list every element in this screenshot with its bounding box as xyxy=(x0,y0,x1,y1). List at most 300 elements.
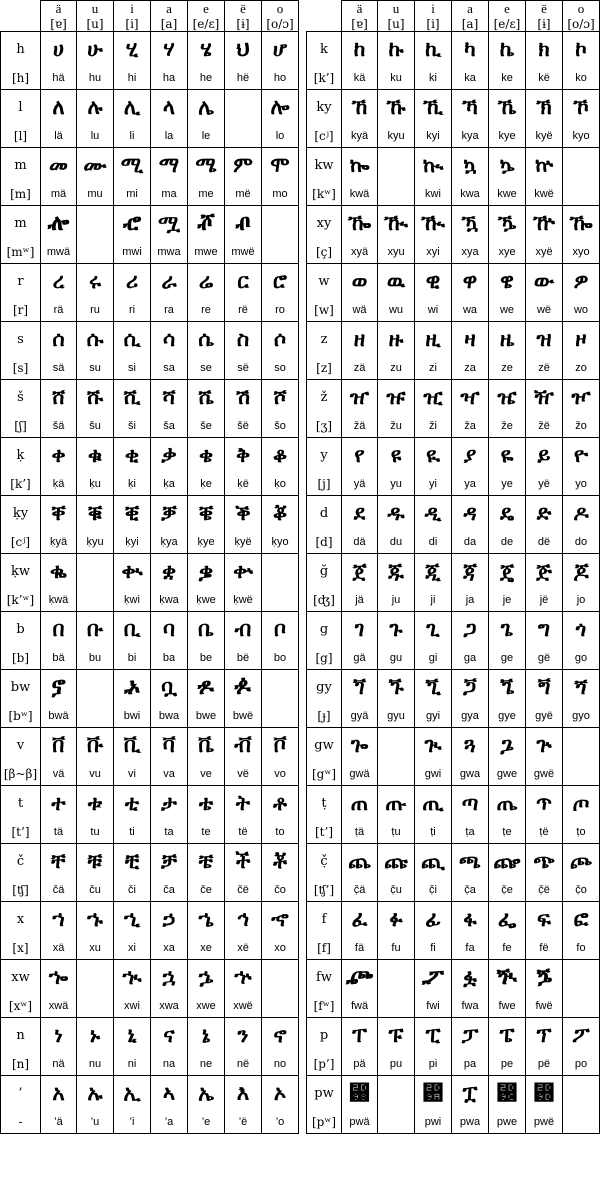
ethiopic-glyph: ህ xyxy=(225,32,262,67)
ethiopic-glyph: ኀ xyxy=(41,902,77,937)
syllable-romanization-row xyxy=(1,646,299,670)
vowel-ipa: [e/ɛ] xyxy=(493,17,521,31)
ethiopic-glyph: ቄ xyxy=(188,438,225,473)
romanization: kyo xyxy=(563,124,600,148)
romanization: fwä xyxy=(342,994,378,1018)
romanization: me xyxy=(188,182,225,206)
ethiopic-glyph: ቁ xyxy=(77,438,114,473)
vowel-ipa: [u] xyxy=(387,17,405,31)
romanization: ma xyxy=(151,182,188,206)
ethiopic-glyph: ጮ xyxy=(563,844,600,879)
ethiopic-glyph: ር xyxy=(225,264,262,299)
romanization: ga xyxy=(452,646,489,670)
romanization: rë xyxy=(225,298,262,322)
syllable-glyph-row xyxy=(307,728,600,763)
consonant-ipa: [z] xyxy=(307,356,342,380)
syllable-romanization-row xyxy=(307,472,600,496)
ethiopic-glyph: ጝ xyxy=(526,670,563,705)
romanization: kwe xyxy=(489,182,526,206)
romanization: pwä xyxy=(342,1110,378,1134)
ethiopic-glyph: ቶ xyxy=(262,786,299,821)
ethiopic-glyph: ጆ xyxy=(563,554,600,589)
romanization: ’o xyxy=(262,1110,299,1134)
syllable-glyph-row xyxy=(307,844,600,879)
romanization: xo xyxy=(262,936,299,960)
vowel-letter: ë xyxy=(240,1,246,16)
ethiopic-glyph: ከ xyxy=(342,32,378,67)
left-syllabary-table xyxy=(0,0,299,1134)
romanization: tä xyxy=(41,820,77,844)
ethiopic-glyph: ቲ xyxy=(114,786,151,821)
ethiopic-glyph: ዀ xyxy=(342,206,378,241)
consonant-name: š xyxy=(1,380,41,415)
ethiopic-glyph: ዥ xyxy=(526,380,563,415)
syllable-glyph-row xyxy=(1,206,299,241)
syllable-glyph-row xyxy=(1,438,299,473)
ethiopic-glyph: ጦ xyxy=(563,786,600,821)
ethiopic-glyph: ዋ xyxy=(452,264,489,299)
ethiopic-glyph: ቾ xyxy=(262,844,299,879)
romanization: ša xyxy=(151,414,188,438)
ethiopic-glyph: ኤ xyxy=(188,1076,225,1111)
ethiopic-glyph: ሳ xyxy=(151,322,188,357)
ethiopic-glyph: ⶘ xyxy=(342,1076,378,1111)
romanization: ču xyxy=(77,878,114,902)
ethiopic-glyph: ብ xyxy=(225,612,262,647)
ethiopic-glyph: ኴ xyxy=(489,148,526,183)
consonant-name: č̣ xyxy=(307,844,342,879)
ethiopic-glyph: ፌ xyxy=(489,902,526,937)
ethiopic-glyph xyxy=(262,554,299,589)
ethiopic-glyph: ⶒ xyxy=(415,960,452,995)
ethiopic-glyph: ሾ xyxy=(262,380,299,415)
romanization xyxy=(262,704,299,728)
romanization: čo xyxy=(262,878,299,902)
ethiopic-glyph: በ xyxy=(41,612,77,647)
consonant-ipa: [cʲ] xyxy=(1,530,41,554)
romanization: yi xyxy=(415,472,452,496)
vowel-header-cell xyxy=(77,1,114,32)
ethiopic-glyph: ቆ xyxy=(262,438,299,473)
ethiopic-glyph: ሩ xyxy=(77,264,114,299)
ethiopic-glyph: ⶝ xyxy=(526,1076,563,1111)
vowel-letter: i xyxy=(431,1,435,16)
ethiopic-glyph: ፏ xyxy=(452,960,489,995)
romanization: ti xyxy=(114,820,151,844)
romanization: pi xyxy=(415,1052,452,1076)
consonant-ipa: [kʷ] xyxy=(307,182,342,206)
vowel-header-cell xyxy=(526,1,563,32)
romanization: fo xyxy=(563,936,600,960)
syllable-glyph-row xyxy=(1,786,299,821)
ethiopic-glyph: ቮ xyxy=(262,728,299,763)
ethiopic-glyph: ኡ xyxy=(77,1076,114,1111)
vowel-letter: e xyxy=(203,1,209,16)
romanization: ju xyxy=(378,588,415,612)
vowel-letter: u xyxy=(91,1,99,16)
romanization: gyë xyxy=(526,704,563,728)
ethiopic-glyph: ⶐ xyxy=(342,960,378,995)
consonant-name: ḳy xyxy=(1,496,41,531)
romanization: kä xyxy=(342,66,378,90)
syllable-romanization-row xyxy=(307,414,600,438)
romanization: no xyxy=(262,1052,299,1076)
romanization: te xyxy=(188,820,225,844)
romanization: hä xyxy=(41,66,77,90)
consonant-name: gw xyxy=(307,728,342,763)
romanization: č̣i xyxy=(415,878,452,902)
romanization: žë xyxy=(526,414,563,438)
romanization: ru xyxy=(77,298,114,322)
syllable-glyph-row xyxy=(1,90,299,125)
ethiopic-glyph: ⶌ xyxy=(188,670,225,705)
consonant-name: g xyxy=(307,612,342,647)
romanization: ḳwi xyxy=(114,588,151,612)
romanization: xwë xyxy=(225,994,262,1018)
ethiopic-glyph: ኈ xyxy=(41,960,77,995)
syllable-romanization-row xyxy=(307,820,600,844)
romanization xyxy=(225,124,262,148)
ethiopic-glyph: ሱ xyxy=(77,322,114,357)
ethiopic-glyph: ቢ xyxy=(114,612,151,647)
romanization: fu xyxy=(378,936,415,960)
ethiopic-glyph: ች xyxy=(225,844,262,879)
ethiopic-glyph: ⶀ xyxy=(41,206,77,241)
romanization: žo xyxy=(563,414,600,438)
romanization: č̣o xyxy=(563,878,600,902)
romanization: ḳo xyxy=(262,472,299,496)
ethiopic-glyph: ኆ xyxy=(262,902,299,937)
romanization: hë xyxy=(225,66,262,90)
ethiopic-glyph: ፈ xyxy=(342,902,378,937)
vowel-header-cell xyxy=(452,1,489,32)
romanization: lo xyxy=(262,124,299,148)
ethiopic-glyph: እ xyxy=(225,1076,262,1111)
ethiopic-glyph: ሎ xyxy=(262,90,299,125)
romanization: ḳyë xyxy=(225,530,262,554)
ethiopic-glyph: ዴ xyxy=(489,496,526,531)
romanization: ri xyxy=(114,298,151,322)
romanization: jä xyxy=(342,588,378,612)
romanization: be xyxy=(188,646,225,670)
romanization: xya xyxy=(452,240,489,264)
vowel-letter: ä xyxy=(55,1,62,16)
romanization: pwa xyxy=(452,1110,489,1134)
ethiopic-glyph: ጭ xyxy=(526,844,563,879)
romanization: su xyxy=(77,356,114,380)
romanization: č̣e xyxy=(489,878,526,902)
vowel-ipa: [ɐ] xyxy=(50,17,67,31)
syllable-glyph-row xyxy=(307,612,600,647)
ethiopic-glyph: ቪ xyxy=(114,728,151,763)
romanization: së xyxy=(225,356,262,380)
ethiopic-glyph: ፍ xyxy=(526,902,563,937)
ethiopic-glyph: ዳ xyxy=(452,496,489,531)
ethiopic-glyph: ኔ xyxy=(188,1018,225,1053)
ethiopic-glyph: ዅ xyxy=(526,206,563,241)
consonant-ipa: [l] xyxy=(1,124,41,148)
romanization: šo xyxy=(262,414,299,438)
consonant-ipa: [ç] xyxy=(307,240,342,264)
romanization: xyä xyxy=(342,240,378,264)
vowel-ipa: [ɨ] xyxy=(236,17,250,31)
romanization: ši xyxy=(114,414,151,438)
syllable-romanization-row xyxy=(307,1052,600,1076)
consonant-ipa: [w] xyxy=(307,298,342,322)
consonant-name: l xyxy=(1,90,41,125)
syllable-romanization-row xyxy=(307,588,600,612)
consonant-ipa: [fʷ] xyxy=(307,994,342,1018)
romanization: ha xyxy=(151,66,188,90)
romanization: mwa xyxy=(151,240,188,264)
romanization: či xyxy=(114,878,151,902)
ethiopic-glyph xyxy=(378,728,415,763)
ethiopic-glyph: ኰ xyxy=(342,148,378,183)
romanization: wo xyxy=(563,298,600,322)
romanization: do xyxy=(563,530,600,554)
ethiopic-glyph: ኵ xyxy=(526,148,563,183)
ethiopic-glyph: ጋ xyxy=(452,612,489,647)
syllable-romanization-row xyxy=(1,588,299,612)
romanization: kwä xyxy=(342,182,378,206)
ethiopic-glyph: ዃ xyxy=(452,206,489,241)
ethiopic-glyph: ቹ xyxy=(77,844,114,879)
ethiopic-glyph: ጡ xyxy=(378,786,415,821)
ethiopic-glyph: ጅ xyxy=(526,554,563,589)
ethiopic-glyph: ጩ xyxy=(378,844,415,879)
romanization: gwe xyxy=(489,762,526,786)
ethiopic-glyph: ቐ xyxy=(41,496,77,531)
consonant-ipa: [k’ʷ] xyxy=(1,588,41,612)
romanization: kë xyxy=(526,66,563,90)
ethiopic-glyph: ሜ xyxy=(188,148,225,183)
romanization: ḳwä xyxy=(41,588,77,612)
romanization: wä xyxy=(342,298,378,322)
consonant-name: pw xyxy=(307,1076,342,1111)
romanization: du xyxy=(378,530,415,554)
consonant-ipa: [pʷ] xyxy=(307,1110,342,1134)
romanization: mu xyxy=(77,182,114,206)
vowel-ipa: [a] xyxy=(160,17,178,31)
ethiopic-glyph: ዞ xyxy=(563,322,600,357)
ethiopic-glyph: ቕ xyxy=(225,496,262,531)
ethiopic-glyph: ሙ xyxy=(77,148,114,183)
romanization: gi xyxy=(415,646,452,670)
romanization: xyo xyxy=(563,240,600,264)
ethiopic-glyph: ኽ xyxy=(526,90,563,125)
ethiopic-glyph: ቩ xyxy=(77,728,114,763)
consonant-name: s xyxy=(1,322,41,357)
romanization: mä xyxy=(41,182,77,206)
romanization: bu xyxy=(77,646,114,670)
romanization: na xyxy=(151,1052,188,1076)
ethiopic-glyph: ኍ xyxy=(225,960,262,995)
ethiopic-glyph: ሴ xyxy=(188,322,225,357)
consonant-name: x xyxy=(1,902,41,937)
romanization: kyu xyxy=(378,124,415,148)
romanization: zä xyxy=(342,356,378,380)
romanization xyxy=(563,182,600,206)
header-corner xyxy=(1,1,41,32)
syllable-romanization-row xyxy=(307,762,600,786)
consonant-name: k xyxy=(307,32,342,67)
romanization: ḳwë xyxy=(225,588,262,612)
romanization: hu xyxy=(77,66,114,90)
ethiopic-glyph: ፖ xyxy=(563,1018,600,1053)
romanization: we xyxy=(489,298,526,322)
ethiopic-glyph: ዶ xyxy=(563,496,600,531)
consonant-ipa: [t’] xyxy=(1,820,41,844)
header-row xyxy=(307,1,600,32)
romanization: kwa xyxy=(452,182,489,206)
ethiopic-glyph: ⶔ xyxy=(489,960,526,995)
ethiopic-glyph: ቀ xyxy=(41,438,77,473)
ethiopic-glyph: ቃ xyxy=(151,438,188,473)
syllable-romanization-row xyxy=(1,704,299,728)
vowel-letter: a xyxy=(467,1,473,16)
romanization: ’ë xyxy=(225,1110,262,1134)
consonant-name: n xyxy=(1,1018,41,1053)
ethiopic-glyph: ጥ xyxy=(526,786,563,821)
romanization: vi xyxy=(114,762,151,786)
romanization: më xyxy=(225,182,262,206)
romanization xyxy=(77,994,114,1018)
vowel-letter: o xyxy=(577,1,585,16)
syllable-glyph-row xyxy=(307,438,600,473)
romanization: gwa xyxy=(452,762,489,786)
ethiopic-glyph: ክ xyxy=(526,32,563,67)
consonant-name: ž xyxy=(307,380,342,415)
consonant-ipa: [b] xyxy=(1,646,41,670)
romanization: fwe xyxy=(489,994,526,1018)
ethiopic-glyph: ፎ xyxy=(563,902,600,937)
ethiopic-glyph: ፑ xyxy=(378,1018,415,1053)
romanization: ža xyxy=(452,414,489,438)
romanization: di xyxy=(415,530,452,554)
romanization: bwa xyxy=(151,704,188,728)
ethiopic-glyph: ጬ xyxy=(489,844,526,879)
romanization: xwa xyxy=(151,994,188,1018)
romanization: gya xyxy=(452,704,489,728)
romanization xyxy=(378,182,415,206)
romanization: ṭe xyxy=(489,820,526,844)
romanization: xwä xyxy=(41,994,77,1018)
syllable-glyph-row xyxy=(307,1018,600,1053)
ethiopic-glyph: ይ xyxy=(526,438,563,473)
romanization: xyë xyxy=(526,240,563,264)
romanization: gwë xyxy=(526,762,563,786)
romanization: ṭë xyxy=(526,820,563,844)
consonant-ipa: [ɟ] xyxy=(307,704,342,728)
ethiopic-glyph: ዢ xyxy=(415,380,452,415)
consonant-ipa: [r] xyxy=(1,298,41,322)
romanization: ḳe xyxy=(188,472,225,496)
romanization xyxy=(563,1110,600,1134)
ethiopic-glyph: ጒ xyxy=(415,728,452,763)
ethiopic-glyph: ወ xyxy=(342,264,378,299)
ethiopic-glyph: ቡ xyxy=(77,612,114,647)
ethiopic-glyph: ዂ xyxy=(378,206,415,241)
syllable-romanization-row xyxy=(1,994,299,1018)
ethiopic-glyph: ጞ xyxy=(563,670,600,705)
vowel-letter: u xyxy=(392,1,400,16)
vowel-letter: e xyxy=(504,1,510,16)
ethiopic-glyph: ስ xyxy=(225,322,262,357)
consonant-name: h xyxy=(1,32,41,67)
ethiopic-glyph: ጉ xyxy=(378,612,415,647)
ethiopic-glyph: ኸ xyxy=(342,90,378,125)
romanization: če xyxy=(188,878,225,902)
romanization: bä xyxy=(41,646,77,670)
ethiopic-glyph: ቫ xyxy=(151,728,188,763)
romanization: wa xyxy=(452,298,489,322)
ethiopic-glyph: ኁ xyxy=(77,902,114,937)
consonant-ipa: [s] xyxy=(1,356,41,380)
romanization: čë xyxy=(225,878,262,902)
vowel-header-cell xyxy=(114,1,151,32)
ethiopic-glyph: ሞ xyxy=(262,148,299,183)
romanization: re xyxy=(188,298,225,322)
ethiopic-glyph: ኾ xyxy=(563,90,600,125)
ethiopic-glyph xyxy=(262,670,299,705)
vowel-letter: ë xyxy=(541,1,547,16)
ethiopic-glyph: ፕ xyxy=(526,1018,563,1053)
romanization: gyo xyxy=(563,704,600,728)
ethiopic-glyph: ቼ xyxy=(188,844,225,879)
consonant-name: r xyxy=(1,264,41,299)
syllable-glyph-row xyxy=(307,264,600,299)
romanization: xyu xyxy=(378,240,415,264)
romanization: šä xyxy=(41,414,77,438)
ethiopic-glyph: ሬ xyxy=(188,264,225,299)
ethiopic-glyph: ገ xyxy=(342,612,378,647)
consonant-ipa: [k’] xyxy=(1,472,41,496)
ethiopic-glyph: ቬ xyxy=(188,728,225,763)
syllable-romanization-row xyxy=(1,356,299,380)
romanization: vä xyxy=(41,762,77,786)
consonant-ipa: [β~β] xyxy=(1,762,41,786)
romanization: ḳwe xyxy=(188,588,225,612)
romanization: bi xyxy=(114,646,151,670)
consonant-ipa: [t’] xyxy=(307,820,342,844)
consonant-name: m xyxy=(1,206,41,241)
ethiopic-glyph: ረ xyxy=(41,264,77,299)
romanization: ja xyxy=(452,588,489,612)
syllable-glyph-row xyxy=(1,554,299,589)
ethiopic-glyph xyxy=(563,148,600,183)
romanization: la xyxy=(151,124,188,148)
consonant-ipa: [cʲ] xyxy=(307,124,342,148)
consonant-ipa: [f] xyxy=(307,936,342,960)
syllable-romanization-row xyxy=(307,646,600,670)
romanization: dä xyxy=(342,530,378,554)
consonant-ipa: [ʒ] xyxy=(307,414,342,438)
ethiopic-glyph xyxy=(225,90,262,125)
romanization: ḳwa xyxy=(151,588,188,612)
romanization: ṭu xyxy=(378,820,415,844)
ethiopic-glyph xyxy=(378,1076,415,1111)
header-corner xyxy=(307,1,342,32)
romanization: gä xyxy=(342,646,378,670)
consonant-ipa: [g] xyxy=(307,646,342,670)
ethiopic-glyph: ቌ xyxy=(188,554,225,589)
romanization: xë xyxy=(225,936,262,960)
ethiopic-glyph: ኊ xyxy=(114,960,151,995)
romanization: ’ä xyxy=(41,1110,77,1134)
ethiopic-glyph: ኲ xyxy=(415,148,452,183)
vowel-ipa: [o/ɔ] xyxy=(266,17,294,31)
consonant-ipa: - xyxy=(1,1110,41,1134)
